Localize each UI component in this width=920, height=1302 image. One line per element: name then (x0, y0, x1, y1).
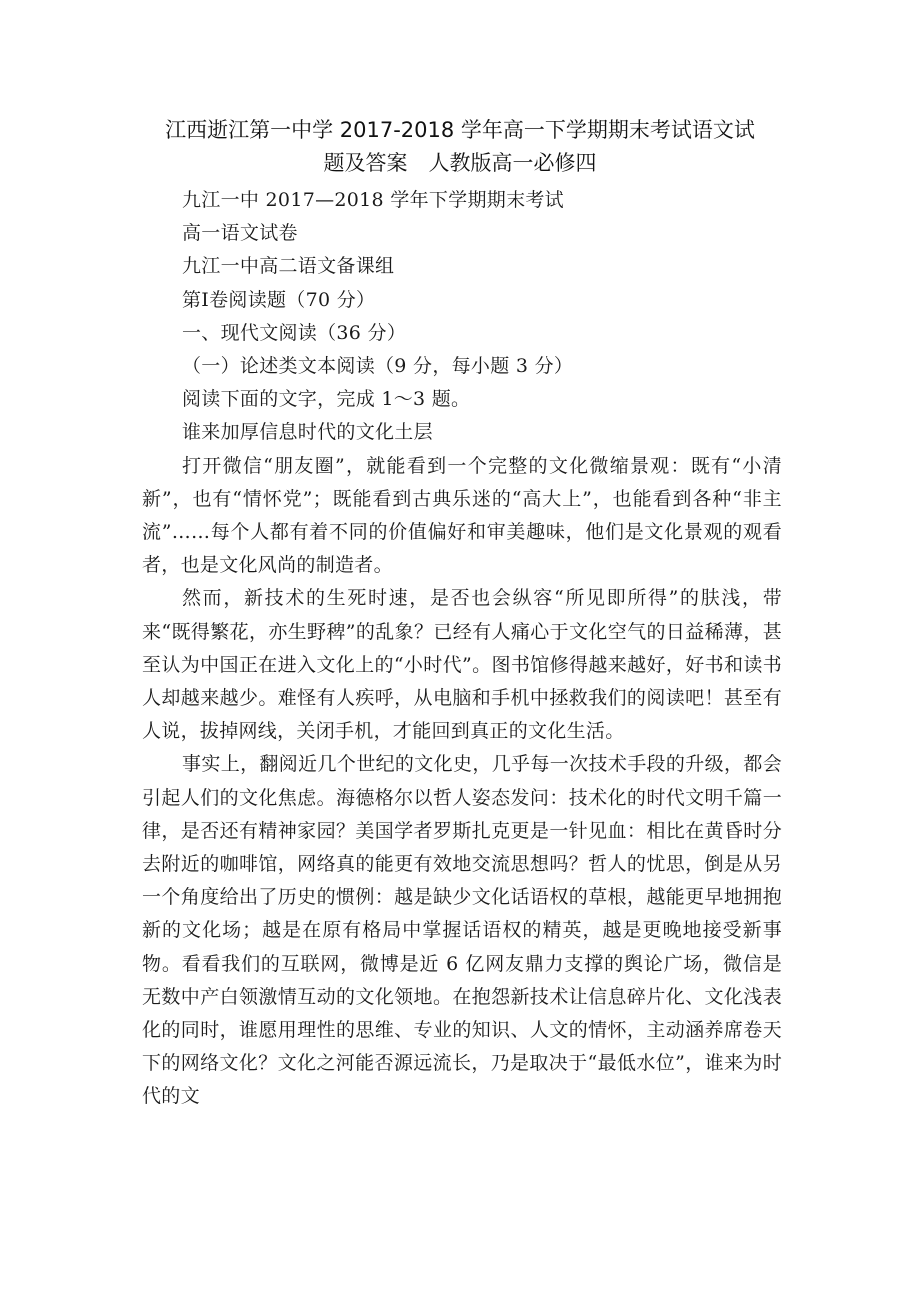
reading-instruction: 阅读下面的文字，完成 1～3 题。 (182, 388, 471, 411)
title-line-1: 江西逝江第一中学 2017-2018 学年高一下学期期末考试语文试 (165, 118, 755, 142)
document-body (142, 184, 782, 1114)
article-paragraph: 打开微信“朋友圈”，就能看到一个完整的文化微缩景观：既有“小清新”，也有“情怀党”；既能看到古典乐迷的“高大上”，也能看到各种“非主流”……每个人都有着不同的价值偏好和审美趣味，他们是文化景观的观看者，也是文化风尚的制造者。 (142, 454, 782, 577)
paper-name: 高一语文试卷 (182, 222, 298, 245)
title-line-2: 题及答案 人教版高一必修四 (323, 151, 597, 175)
part-heading: 一、现代文阅读（36 分） (182, 321, 407, 344)
sub-part-heading: （一）论述类文本阅读（9 分，每小题 3 分） (182, 355, 574, 378)
article-title: 谁来加厚信息时代的文化土层 (182, 421, 433, 444)
document-title (140, 114, 780, 180)
article-paragraph: 然而，新技术的生死时速，是否也会纵容“所见即所得”的肤浅，带来“既得繁花，亦生野稗”的乱象？已经有人痛心于文化空气的日益稀薄，甚至认为中国正在进入文化上的“小时代”。图书馆修得越来越好，好书和读书人却越来越少。难怪有人疾呼，从电脑和手机中拯救我们的阅读吧！甚至有人说，拔掉网线，关闭手机，才能回到真正的文化生活。 (142, 587, 782, 743)
article-paragraph: 事实上，翻阅近几个世纪的文化史，几乎每一次技术手段的升级，都会引起人们的文化焦虑。海德格尔以哲人姿态发问：技术化的时代文明千篇一律，是否还有精神家园？美国学者罗斯扎克更是一针见血：相比在黄昏时分去附近的咖啡馆，网络真的能更有效地交流思想吗？哲人的忧思，倒是从另一个角度给出了历史的惯例：越是缺少文化话语权的草根，越能更早地拥抱新的文化场；越是在原有格局中掌握话语权的精英，越是更晚地接受新事物。看看我们的互联网，微博是近 6 亿网友鼎力支撑的舆论广场，微信是无数中产白领激情互动的文化领地。在抱怨新技术让信息碎片化、文化浅表化的同时，谁愿用理性的思维、专业的知识、人文的情怀，主动涵养席卷天下的网络文化？文化之河能否源远流长，乃是取决于“最低水位”，谁来为时代的文 (142, 753, 782, 1108)
exam-name: 九江一中 2017—2018 学年下学期期末考试 (182, 189, 564, 211)
section-heading: 第Ⅰ卷阅读题（70 分） (182, 288, 376, 311)
author-group: 九江一中高二语文备课组 (182, 255, 395, 278)
